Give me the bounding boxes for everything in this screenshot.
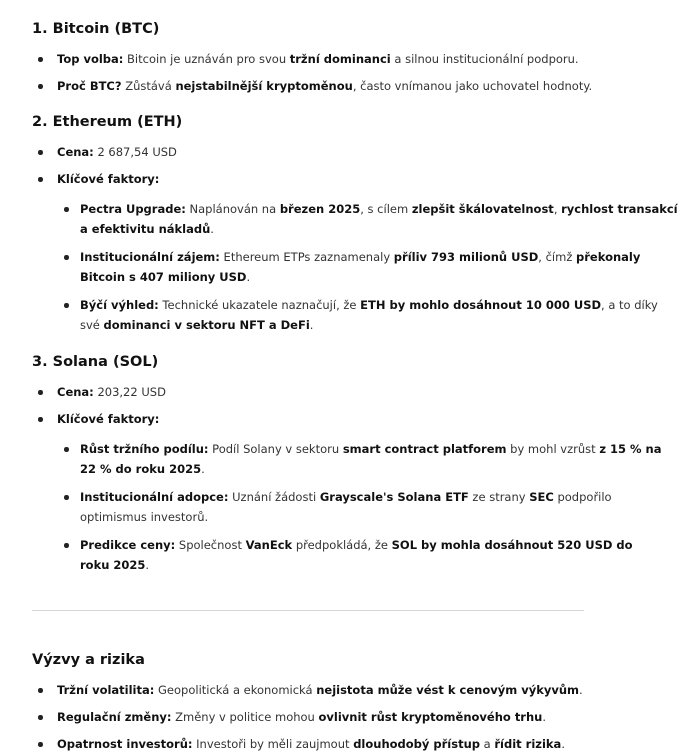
item-text: Podíl Solany v sektoru bbox=[208, 442, 343, 456]
item-label: Proč BTC? bbox=[57, 79, 122, 93]
item-text: předpokládá, že bbox=[292, 538, 392, 552]
item-text: Investoři by měli zaujmout bbox=[192, 737, 354, 751]
item-label: Růst tržního podílu: bbox=[80, 442, 209, 456]
list-item bbox=[57, 734, 565, 755]
item-label: Institucionální zájem: bbox=[80, 250, 220, 264]
item-text: Bitcoin je uznáván pro svou bbox=[123, 52, 290, 66]
item-highlight: smart contract platforem bbox=[342, 442, 507, 456]
section-heading-solana: 3. Solana (SOL) bbox=[32, 354, 159, 370]
list-item bbox=[57, 409, 159, 430]
item-highlight: roku 2025 bbox=[80, 558, 146, 572]
list-item bbox=[57, 49, 579, 70]
item-highlight: březen 2025 bbox=[279, 202, 361, 216]
bullet-point bbox=[64, 207, 69, 212]
item-text: Ethereum ETPs zaznamenaly bbox=[219, 250, 394, 264]
bullet-point bbox=[38, 150, 43, 155]
list-item bbox=[57, 142, 177, 163]
item-label: Predikce ceny: bbox=[80, 538, 176, 552]
bullet-point bbox=[64, 495, 69, 500]
list-item bbox=[57, 707, 546, 728]
item-text: . bbox=[561, 737, 565, 751]
item-text: Uznání žádosti bbox=[228, 490, 320, 504]
list-item bbox=[57, 76, 592, 97]
section-heading-bitcoin: 1. Bitcoin (BTC) bbox=[32, 21, 160, 37]
item-text: . bbox=[210, 222, 214, 236]
bullet-point bbox=[38, 57, 43, 62]
sub-list-item bbox=[80, 535, 633, 556]
sub-list-item bbox=[80, 247, 640, 268]
item-highlight: Grayscale's Solana ETF bbox=[319, 490, 469, 504]
item-text: Technické ukazatele naznačují, že bbox=[158, 298, 361, 312]
bullet-point bbox=[38, 742, 43, 747]
item-text: Zůstává bbox=[121, 79, 176, 93]
item-text: ze strany bbox=[468, 490, 530, 504]
bullet-point bbox=[64, 543, 69, 548]
item-text: , čímž bbox=[538, 250, 577, 264]
item-label: Klíčové faktory: bbox=[57, 412, 160, 426]
bullet-point bbox=[64, 255, 69, 260]
item-text: , a to díky bbox=[601, 298, 658, 312]
item-text: Změny v politice mohou bbox=[171, 710, 319, 724]
item-highlight: nejistota může vést k cenovým výkyvům bbox=[316, 683, 580, 697]
item-text: 203,22 USD bbox=[93, 385, 166, 399]
item-text: . bbox=[145, 558, 150, 572]
item-text: Naplánován na bbox=[185, 202, 280, 216]
item-label: Cena: bbox=[57, 385, 94, 399]
item-highlight: SOL by mohla dosáhnout 520 USD do bbox=[391, 538, 633, 552]
item-highlight: SEC bbox=[529, 490, 554, 504]
item-label: Regulační změny: bbox=[57, 710, 172, 724]
item-text: Společnost bbox=[175, 538, 246, 552]
section-divider bbox=[32, 610, 584, 611]
bullet-point bbox=[38, 390, 43, 395]
item-highlight: tržní dominanci bbox=[289, 52, 391, 66]
list-item bbox=[57, 680, 583, 701]
bullet-point bbox=[38, 84, 43, 89]
item-highlight: ovlivnit růst kryptoměnového trhu bbox=[318, 710, 543, 724]
item-text: , bbox=[553, 202, 562, 216]
item-text: . bbox=[246, 270, 251, 284]
item-highlight: překonaly bbox=[576, 250, 641, 264]
item-text: , často vnímanou jako uchovatel hodnoty. bbox=[352, 79, 593, 93]
item-text: . bbox=[309, 318, 314, 332]
item-highlight: zlepšit škálovatelnost bbox=[411, 202, 554, 216]
sub-list-item bbox=[80, 295, 658, 316]
list-item bbox=[57, 382, 166, 403]
sub-list-item-continuation bbox=[80, 459, 205, 480]
item-highlight: nejstabilnější kryptoměnou bbox=[175, 79, 353, 93]
item-label: Opatrnost investorů: bbox=[57, 737, 193, 751]
item-label: Klíčové faktory: bbox=[57, 172, 160, 186]
item-label: Top volba: bbox=[57, 52, 124, 66]
item-label: Cena: bbox=[57, 145, 94, 159]
item-text: 2 687,54 USD bbox=[93, 145, 177, 159]
sub-list-item-continuation bbox=[80, 315, 313, 336]
sub-list-item-continuation bbox=[80, 219, 214, 240]
item-text: podpořilo bbox=[553, 490, 612, 504]
item-text: by mohl vzrůst bbox=[506, 442, 600, 456]
bullet-point bbox=[64, 447, 69, 452]
item-highlight: dominanci v sektoru NFT a DeFi bbox=[103, 318, 310, 332]
bullet-point bbox=[38, 177, 43, 182]
item-highlight: dlouhodobý přístup bbox=[353, 737, 481, 751]
sub-list-item bbox=[80, 439, 662, 460]
list-item bbox=[57, 169, 159, 190]
item-text: Geopolitická a ekonomická bbox=[154, 683, 317, 697]
item-highlight: a efektivitu nákladů bbox=[80, 222, 211, 236]
section-heading-ethereum: 2. Ethereum (ETH) bbox=[32, 114, 183, 130]
item-highlight: 22 % do roku 2025 bbox=[80, 462, 202, 476]
bullet-point bbox=[38, 417, 43, 422]
bullet-point bbox=[38, 715, 43, 720]
sub-list-item-continuation bbox=[80, 267, 250, 288]
item-text: a bbox=[480, 737, 495, 751]
item-highlight: ETH by mohlo dosáhnout 10 000 USD bbox=[360, 298, 602, 312]
item-text: . bbox=[201, 462, 205, 476]
item-highlight: příliv 793 milionů USD bbox=[393, 250, 539, 264]
bullet-point bbox=[38, 688, 43, 693]
item-highlight: řídit rizika bbox=[494, 737, 562, 751]
item-label: Býčí výhled: bbox=[80, 298, 159, 312]
item-highlight: VanEck bbox=[245, 538, 293, 552]
item-highlight: rychlost transakcí bbox=[561, 202, 678, 216]
item-text: . bbox=[579, 683, 583, 697]
bullet-point bbox=[64, 303, 69, 308]
item-label: Pectra Upgrade: bbox=[80, 202, 186, 216]
section-heading-risks: Výzvy a rizika bbox=[32, 652, 145, 668]
item-label: Institucionální adopce: bbox=[80, 490, 229, 504]
item-text: své bbox=[80, 318, 104, 332]
item-text: a silnou institucionální podporu. bbox=[390, 52, 579, 66]
sub-list-item bbox=[80, 199, 678, 220]
sub-list-item bbox=[80, 487, 612, 508]
item-text: , s cílem bbox=[360, 202, 412, 216]
sub-list-item-continuation bbox=[80, 507, 208, 528]
item-highlight: z 15 % na bbox=[599, 442, 662, 456]
item-text: optimismus investorů. bbox=[80, 510, 209, 524]
item-text: . bbox=[542, 710, 547, 724]
item-highlight: Bitcoin s 407 miliony USD bbox=[80, 270, 247, 284]
sub-list-item-continuation bbox=[80, 555, 149, 576]
item-label: Tržní volatilita: bbox=[57, 683, 155, 697]
